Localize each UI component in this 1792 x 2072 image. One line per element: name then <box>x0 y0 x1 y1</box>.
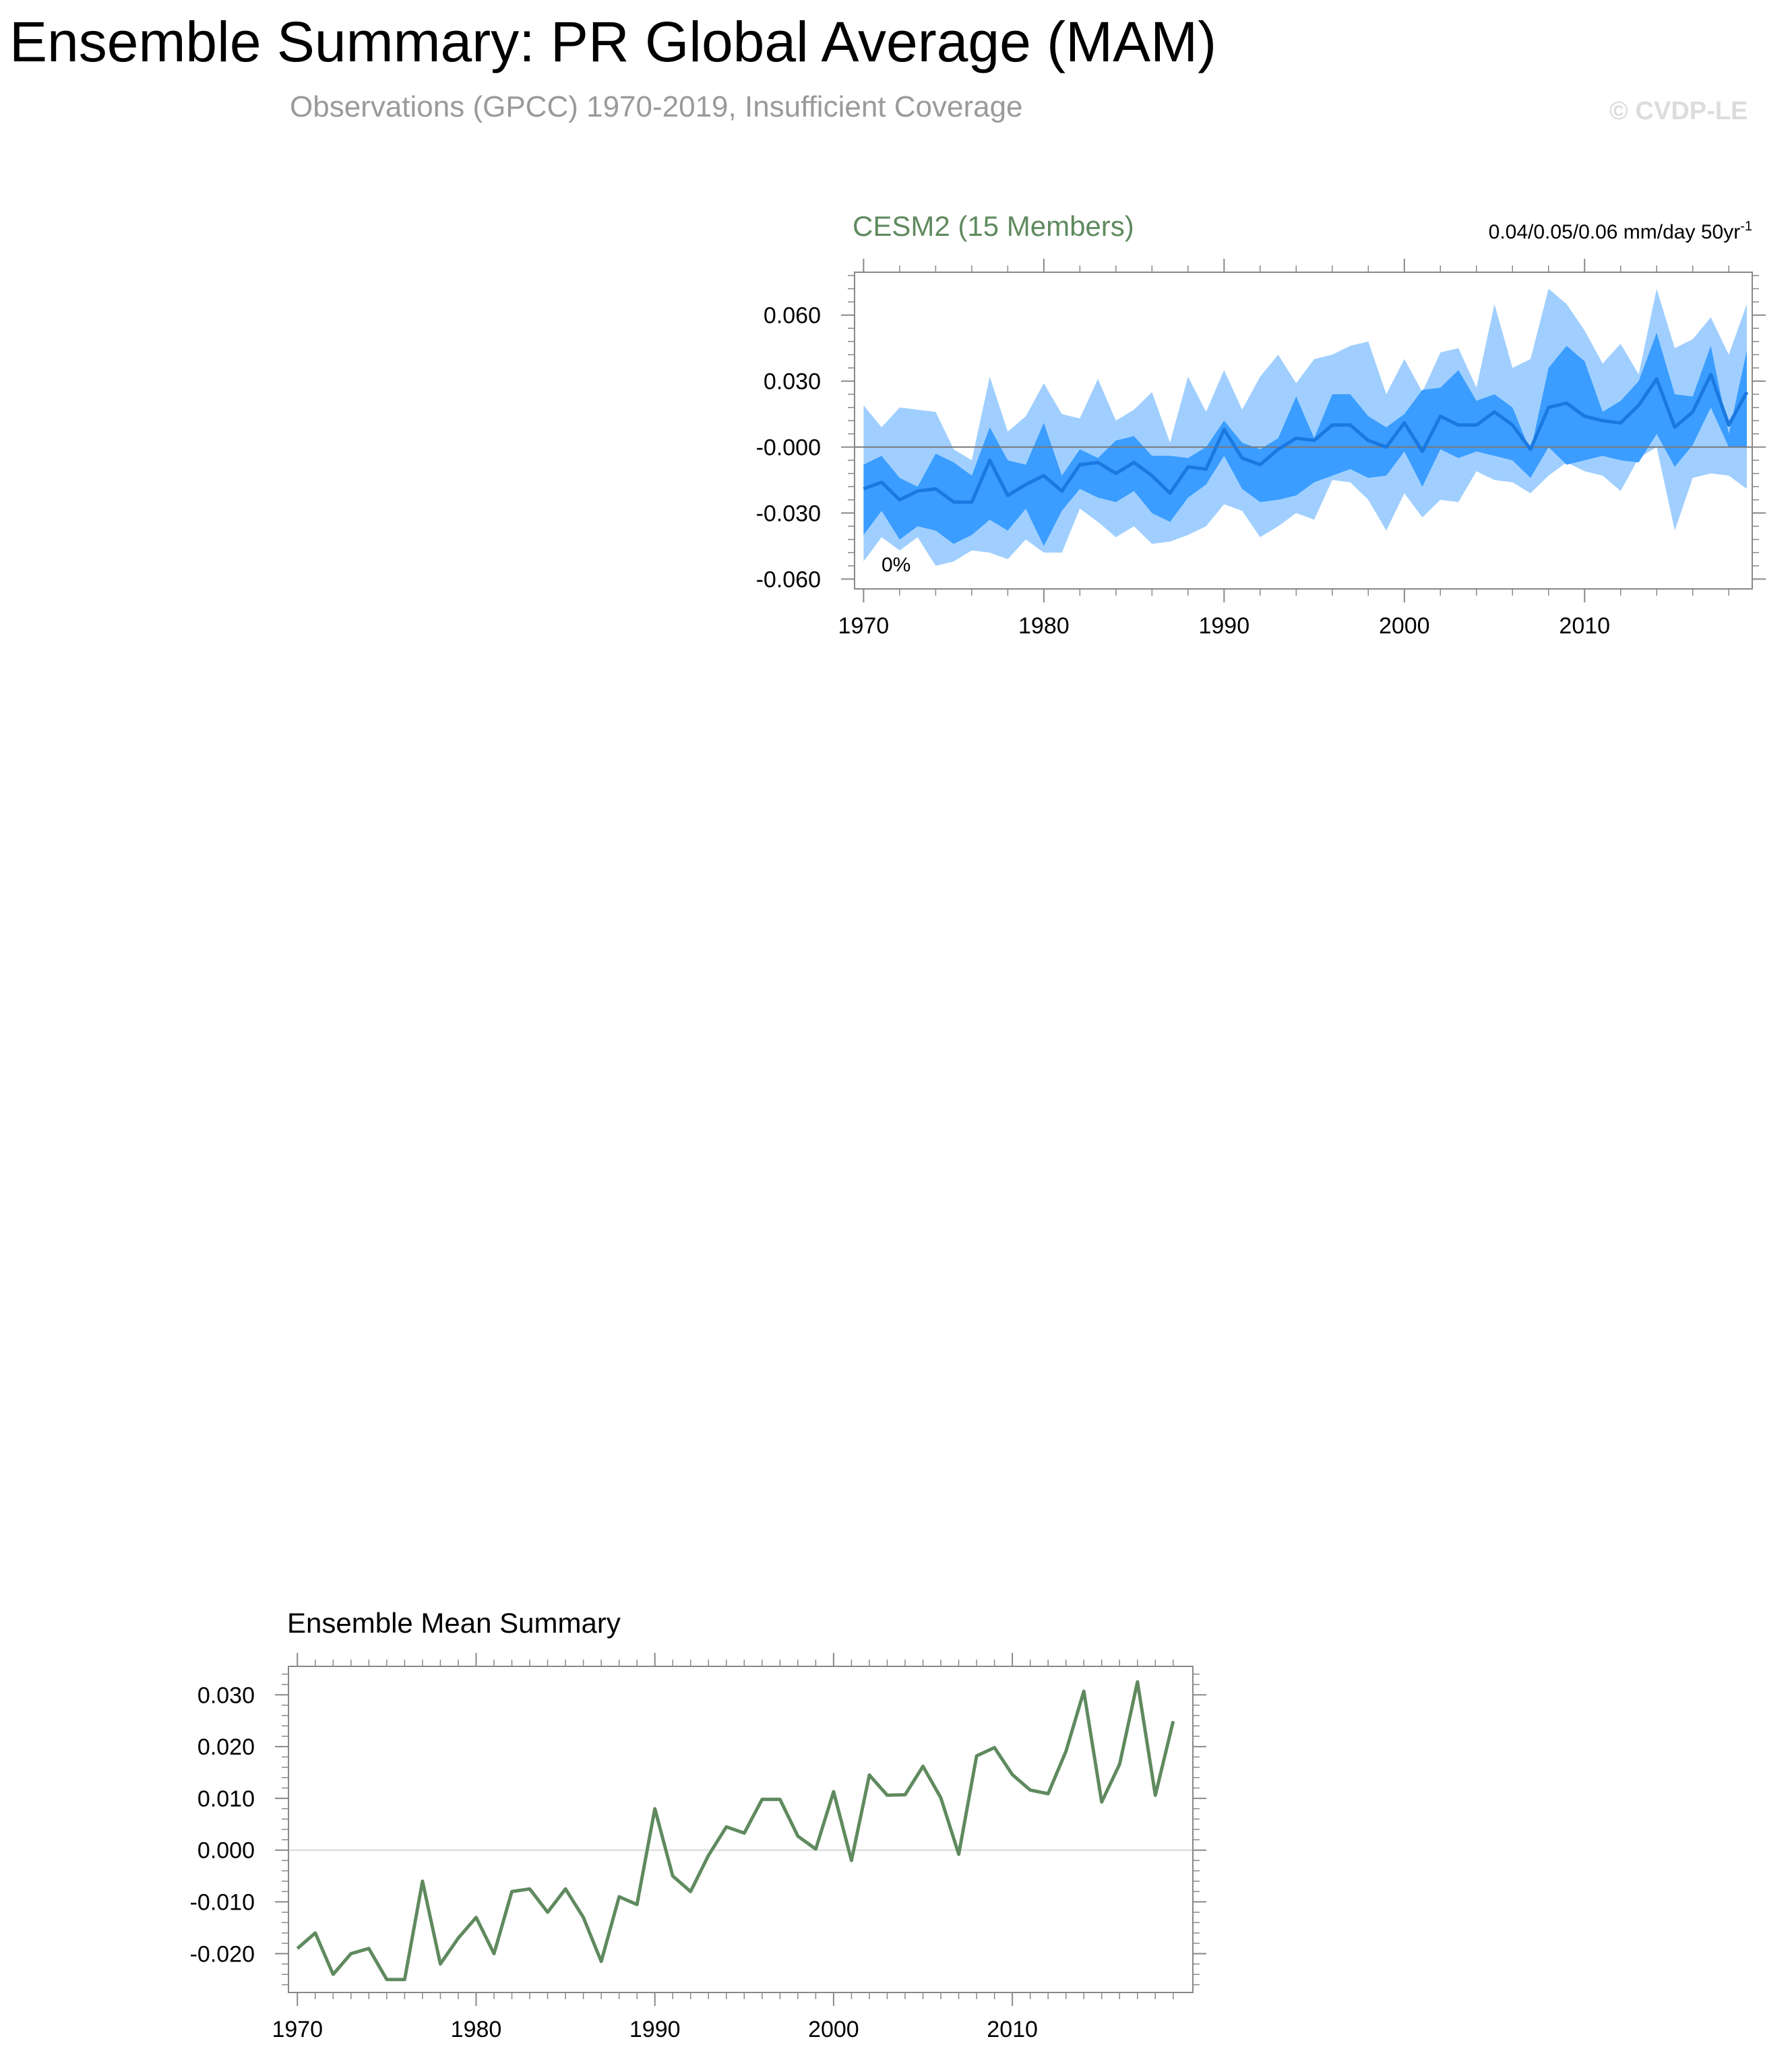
chart2-y-tick-label: -0.020 <box>189 1941 255 1968</box>
chart2-x-tick-label: 2000 <box>808 2017 859 2042</box>
chart1-y-tick-label: -0.000 <box>755 435 821 461</box>
chart2-title: Ensemble Mean Summary <box>287 1607 621 1639</box>
cesm2-chart <box>756 210 1766 639</box>
chart1-x-tick-label: 1990 <box>1198 613 1250 639</box>
chart1-y-tick-label: 0.060 <box>763 303 821 329</box>
chart2-y-tick-label: 0.010 <box>197 1786 255 1812</box>
chart1-title: CESM2 (15 Members) <box>853 210 1134 242</box>
chart2-y-tick-label: -0.010 <box>189 1889 255 1916</box>
chart2-x-tick-label: 1990 <box>629 2017 681 2042</box>
chart1-trend-label <box>1489 219 1752 243</box>
chart2-x-tick-label: 1980 <box>450 2017 502 2042</box>
chart2-frame <box>288 1666 1193 1992</box>
chart1-y-tick-label: -0.030 <box>755 501 821 527</box>
watermark: © CVDP-LE <box>1609 97 1748 125</box>
chart1-x-tick-label: 2010 <box>1559 613 1611 639</box>
chart2-line-group <box>297 1682 1173 1980</box>
chart1-percent-label: 0% <box>882 554 911 576</box>
observations-subtitle: Observations (GPCC) 1970-2019, Insufficient Coverage <box>290 90 1023 123</box>
ensemble-mean-chart <box>190 1607 1206 2042</box>
chart2-axes <box>190 1653 1206 2042</box>
chart1-x-tick-label: 2000 <box>1378 613 1430 639</box>
chart2-x-tick-label: 2010 <box>987 2017 1038 2042</box>
chart2-y-tick-label: 0.020 <box>197 1734 255 1761</box>
chart1-trend-text: 0.04/0.05/0.06 mm/day 50yr <box>1488 221 1741 243</box>
page-title: Ensemble Summary: PR Global Average (MAM) <box>9 10 1217 73</box>
chart1-x-tick-label: 1970 <box>838 613 890 639</box>
chart2-y-tick-label: 0.000 <box>197 1838 255 1864</box>
chart2-y-tick-label: 0.030 <box>197 1683 255 1709</box>
chart1-bands <box>863 289 1747 566</box>
chart1-x-tick-label: 1980 <box>1018 613 1070 639</box>
chart2-x-tick-label: 1970 <box>272 2017 323 2042</box>
chart2-mean-line <box>297 1682 1173 1980</box>
chart1-trend-superscript: -1 <box>1740 219 1752 234</box>
chart1-y-tick-label: 0.030 <box>763 369 821 395</box>
chart1-y-tick-label: -0.060 <box>755 567 821 593</box>
